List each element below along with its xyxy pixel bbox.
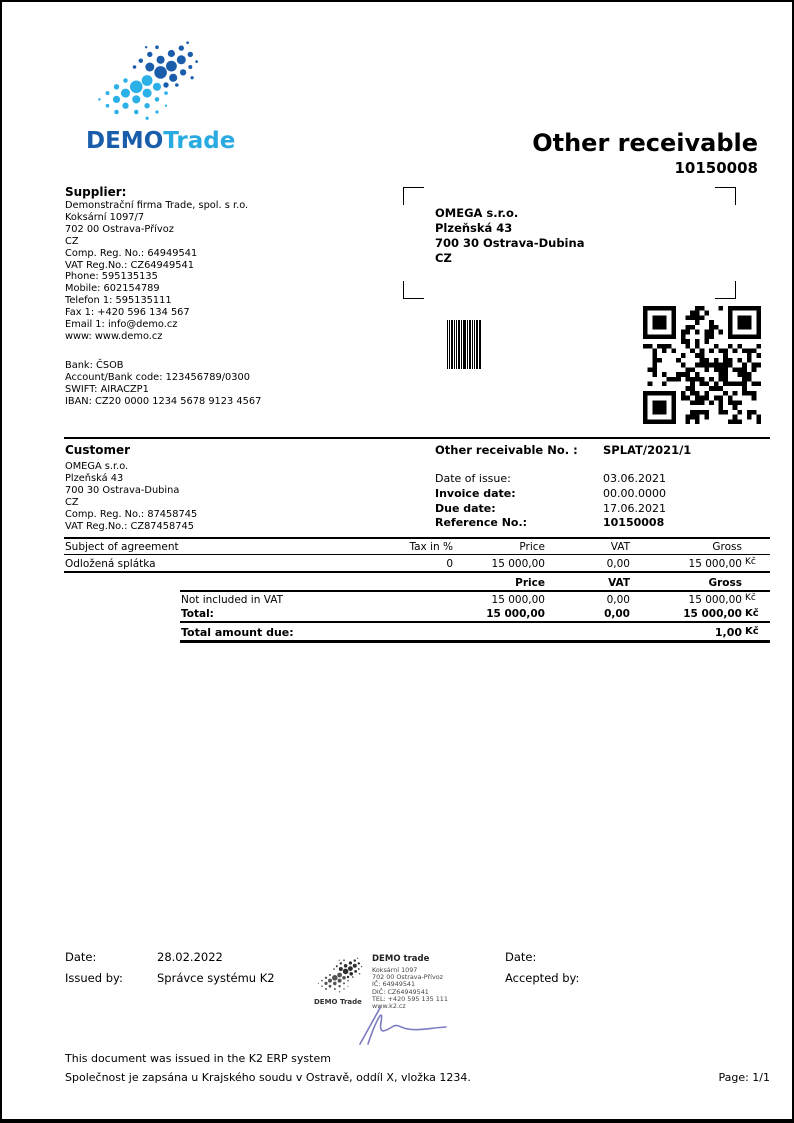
customer-address <box>65 461 197 532</box>
supplier-line: www: www.demo.cz <box>65 330 163 342</box>
customer-line: CZ <box>65 496 79 508</box>
totals-col-gross: Gross <box>708 577 742 589</box>
totals-header-rule <box>180 590 770 592</box>
stamp-line: www.k2.cz <box>372 1002 406 1011</box>
item-currency: Kč <box>745 557 756 567</box>
date-of-issue-value: 03.06.2021 <box>603 472 666 485</box>
item-vat: 0,00 <box>606 558 630 570</box>
item-gross: 15 000,00 <box>688 558 742 570</box>
item-subject: Odložená splátka <box>65 558 156 570</box>
totals-label: Not included in VAT <box>181 594 283 606</box>
col-vat: VAT <box>610 541 630 553</box>
address-window-corner <box>715 281 736 299</box>
customer-heading: Customer <box>65 443 131 457</box>
issue-date-value: 28.02.2022 <box>157 950 223 964</box>
issued-by-label: Issued by: <box>65 971 123 985</box>
totals-price: 15 000,00 <box>491 594 545 606</box>
table-header-rule <box>64 554 770 555</box>
supplier-line: Mobile: 602154789 <box>65 283 160 295</box>
recipient-line: CZ <box>435 251 452 265</box>
issue-date-label: Date: <box>65 950 97 964</box>
doc-number-label: Other receivable No. : <box>435 443 578 457</box>
stamp-line: DIČ: CZ64949541 <box>372 987 429 996</box>
supplier-line: Comp. Reg. No.: 64949541 <box>65 247 198 259</box>
recipient-address <box>435 206 584 266</box>
col-subject: Subject of agreement <box>65 541 179 553</box>
supplier-line: Phone: 595135135 <box>65 271 158 283</box>
qr-code <box>643 306 761 428</box>
totals-header-row <box>180 577 770 590</box>
stamp-logo-icon <box>316 957 364 997</box>
accept-date-label: Date: <box>505 950 537 964</box>
col-gross: Gross <box>712 541 742 553</box>
invoice-date-label: Invoice date: <box>435 487 516 500</box>
total-vat: 0,00 <box>604 608 630 620</box>
page-indicator: Page: 1/1 <box>718 1071 770 1084</box>
accepted-by-label: Accepted by: <box>505 971 580 985</box>
doc-number-value: SPLAT/2021/1 <box>603 443 692 457</box>
totals-col-vat: VAT <box>608 577 630 589</box>
customer-line: Comp. Reg. No.: 87458745 <box>65 508 198 520</box>
page-title: Other receivable <box>532 129 758 157</box>
customer-line: 700 30 Ostrava-Dubina <box>65 484 180 496</box>
stamp-line: Koksární 1097 <box>372 966 418 974</box>
recipient-line: OMEGA s.r.o. <box>435 206 519 220</box>
stamp-logo-text: DEMO Trade <box>314 998 362 1006</box>
customer-line: OMEGA s.r.o. <box>65 461 129 472</box>
item-price: 15 000,00 <box>491 558 545 570</box>
item-tax: 0 <box>446 558 453 570</box>
address-window-corner <box>403 187 424 205</box>
brand-name-secondary: Trade <box>163 128 236 154</box>
total-currency: Kč <box>745 608 759 619</box>
items-header-row <box>64 541 770 554</box>
supplier-line: CZ <box>65 235 79 247</box>
footer-registry-note: Společnost je zapsána u Krajského soudu v Ostravě, oddíl X, vložka 1234. <box>65 1071 471 1084</box>
totals-row-not-in-vat <box>180 594 770 607</box>
amount-due-rule <box>180 640 770 643</box>
supplier-line: Telefon 1: 595135111 <box>65 295 172 307</box>
table-row <box>64 558 770 571</box>
total-price: 15 000,00 <box>486 608 545 620</box>
amount-due-value: 1,00 <box>714 626 742 639</box>
barcode <box>447 320 481 369</box>
address-window-corner <box>715 187 736 205</box>
total-label: Total: <box>181 608 214 620</box>
demo-trade-logo-icon <box>88 40 208 130</box>
footer-erp-note: This document was issued in the K2 ERP system <box>65 1052 331 1065</box>
reference-no-value: 10150008 <box>603 516 665 529</box>
table-top-rule <box>64 537 770 539</box>
bank-line: Bank: ČSOB <box>65 360 124 371</box>
recipient-line: Plzeňská 43 <box>435 221 513 235</box>
recipient-line: 700 30 Ostrava-Dubina <box>435 236 585 250</box>
supplier-line: Koksární 1097/7 <box>65 211 145 223</box>
brand-name-primary: DEMO <box>86 128 164 154</box>
supplier-line: Email 1: info@demo.cz <box>65 319 178 331</box>
totals-gross: 15 000,00 <box>688 594 742 606</box>
issued-by-value: Správce systému K2 <box>157 971 275 985</box>
supplier-line: Demonstrační firma Trade, spol. s r.o. <box>65 200 249 211</box>
due-date-value: 17.06.2021 <box>603 502 666 515</box>
customer-line: Plzeňská 43 <box>65 472 124 484</box>
bank-line: IBAN: CZ20 0000 1234 5678 9123 4567 <box>65 395 262 407</box>
total-gross: 15 000,00 <box>683 608 742 620</box>
invoice-date-value: 00.00.0000 <box>603 487 666 500</box>
supplier-line: VAT Reg.No.: CZ64949541 <box>65 259 194 271</box>
totals-row-total <box>180 608 770 621</box>
section-divider <box>64 437 770 439</box>
supplier-bank-details <box>65 360 261 408</box>
col-tax: Tax in % <box>409 541 453 553</box>
table-row-rule <box>64 571 770 573</box>
reference-no-label: Reference No.: <box>435 516 528 529</box>
customer-line: VAT Reg.No.: CZ87458745 <box>65 520 194 532</box>
bank-line: Account/Bank code: 123456789/0300 <box>65 371 250 383</box>
date-of-issue-label: Date of issue: <box>435 472 511 485</box>
address-window-corner <box>403 281 424 299</box>
amount-due-row <box>180 626 770 639</box>
supplier-address <box>65 200 248 343</box>
stamp-line: 702 00 Ostrava-Přívoz <box>372 973 443 982</box>
total-rule <box>180 621 770 623</box>
stamp-title: DEMO trade <box>372 954 430 964</box>
supplier-heading: Supplier: <box>65 185 127 199</box>
document-number: 10150008 <box>674 159 758 177</box>
supplier-line: Fax 1: +420 596 134 567 <box>65 307 190 319</box>
amount-due-currency: Kč <box>745 626 759 637</box>
stamp-line: IČ: 64949541 <box>372 980 416 989</box>
totals-vat: 0,00 <box>606 594 630 606</box>
due-date-label: Due date: <box>435 502 496 515</box>
brand-wordmark <box>86 128 235 154</box>
bank-line: SWIFT: AIRACZP1 <box>65 383 149 395</box>
totals-col-price: Price <box>515 577 545 589</box>
totals-currency: Kč <box>745 593 756 603</box>
stamp-line: TEL: +420 595 135 111 <box>372 994 448 1003</box>
amount-due-label: Total amount due: <box>181 626 294 639</box>
signature-icon <box>354 1000 454 1046</box>
col-price: Price <box>519 541 545 553</box>
supplier-line: 702 00 Ostrava-Přívoz <box>65 223 174 235</box>
